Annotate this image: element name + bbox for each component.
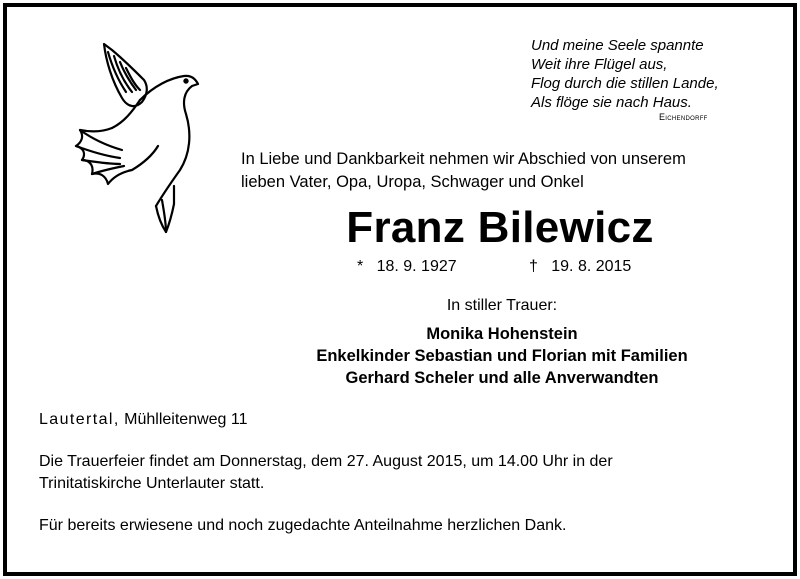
cross-icon: † xyxy=(529,258,538,275)
mourner-line: Monika Hohenstein xyxy=(426,325,578,343)
poem-line: Weit ihre Flügel aus, xyxy=(531,56,668,73)
address-town: Lautertal, xyxy=(39,411,120,428)
poem-author: Eichendorff xyxy=(659,112,708,122)
birth-date-value: 18. 9. 1927 xyxy=(376,258,457,275)
address xyxy=(39,411,248,429)
poem-line: Und meine Seele spannte xyxy=(531,37,704,54)
thanks-text: Für bereits erwiesene und noch zugedachte Anteilnahme herzlichen Dank. xyxy=(39,517,567,534)
birth-date xyxy=(357,258,457,276)
poem-line: Flog durch die stillen Lande, xyxy=(531,75,719,92)
death-date xyxy=(529,258,631,276)
service-info xyxy=(39,451,613,495)
death-date-value: 19. 8. 2015 xyxy=(551,258,632,275)
deceased-name: Franz Bilewicz xyxy=(346,203,654,252)
intro-line: In Liebe und Dankbarkeit nehmen wir Abschied von unserem xyxy=(241,150,686,168)
poem xyxy=(531,36,719,112)
service-line: Trinitatiskirche Unterlauter statt. xyxy=(39,475,265,492)
mourner-line: Gerhard Scheler und alle Anverwandten xyxy=(345,369,659,387)
mourners-list xyxy=(0,323,800,389)
intro-text xyxy=(241,148,686,194)
service-line: Die Trauerfeier findet am Donnerstag, dem 27. August 2015, um 14.00 Uhr in der xyxy=(39,453,613,470)
mourning-heading: In stiller Trauer: xyxy=(446,297,558,314)
intro-line: lieben Vater, Opa, Uropa, Schwager und Onkel xyxy=(241,173,584,191)
address-street: Mühlleitenweg 11 xyxy=(124,411,248,428)
poem-line: Als flöge sie nach Haus. xyxy=(531,94,692,111)
birth-symbol: * xyxy=(357,258,364,275)
mourner-line: Enkelkinder Sebastian und Florian mit Familien xyxy=(316,347,688,365)
